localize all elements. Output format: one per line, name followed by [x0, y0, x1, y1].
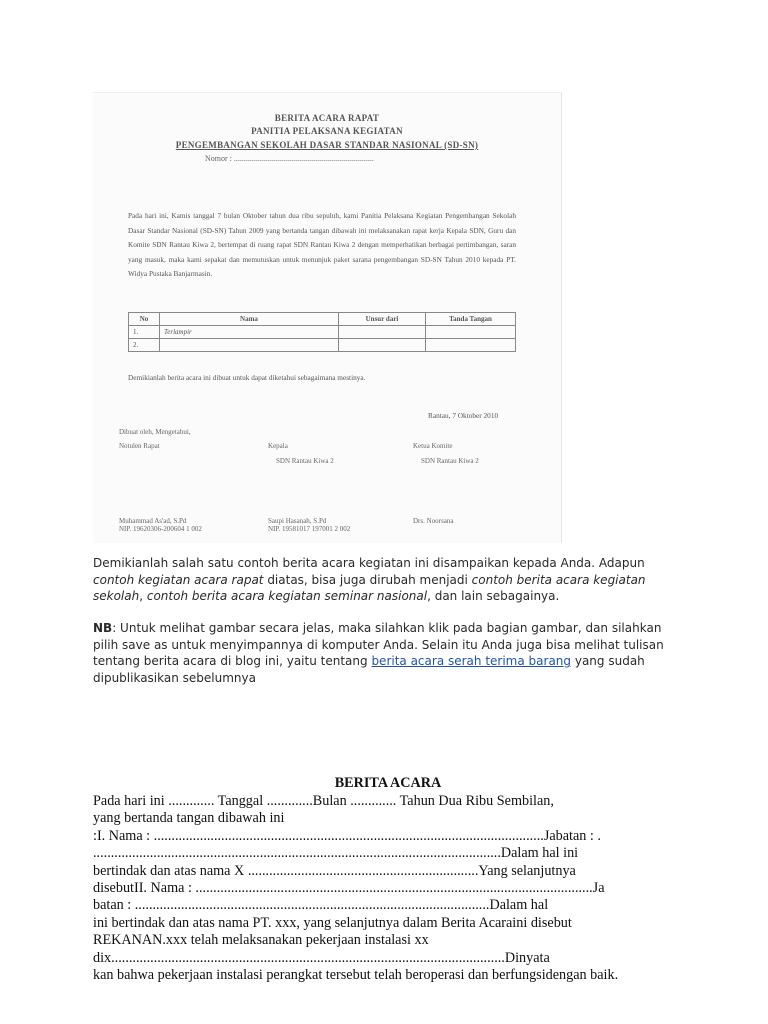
berita-acara-serah-terima-link[interactable]: berita acara serah terima barang [371, 654, 572, 668]
body-line: bertindak dan atas nama X .................................................................Yang selanjutnya [93, 862, 576, 879]
berita-acara-body [93, 793, 683, 984]
table-header: No [129, 313, 160, 326]
scan-notulen: Notulen Rapat [119, 442, 160, 450]
scan-signatory-name: Saupi Hasanah, S.Pd [268, 517, 327, 525]
scan-ketua-school: SDN Rantau Kiwa 2 [421, 457, 479, 465]
table-cell [426, 339, 516, 352]
table-cell [160, 339, 339, 352]
scan-closing: Demikianlah berita acara ini dibuat untuk dapat diketahui sebagaimana mestinya. [128, 373, 366, 382]
body-line: ...................................................................................................................Dalam hal ini [93, 845, 579, 862]
scan-attendance-table [128, 312, 516, 352]
scan-signatory-nip: NIP. 19620306-200604 1 002 [119, 525, 202, 533]
scan-subtitle: PANITIA PELAKSANA KEGIATAN [251, 126, 403, 136]
body-line: kan bahwa pekerjaan instalasi perangkat tersebut telah beroperasi dan berfungsidengan baik. [93, 967, 619, 984]
table-row [129, 339, 516, 352]
text: Demikianlah salah satu contoh berita acara kegiatan ini disampaikan kepada Anda. Adapun [93, 556, 645, 570]
body-line: batan : ....................................................................................................Dalam hal [93, 897, 549, 914]
table-row [129, 326, 516, 339]
text: , [139, 589, 147, 603]
table-cell: 2. [129, 339, 160, 352]
article-paragraph [93, 555, 683, 605]
body-line: REKANAN.xxx telah melaksanakan pekerjaan instalasi xx [93, 932, 429, 949]
scan-place-date: Rantau, 7 Oktober 2010 [428, 411, 499, 420]
scan-signatory-nip: NIP. 19581017 197001 2 002 [268, 525, 351, 533]
nb-label: NB [93, 621, 113, 635]
scan-nomor: Nomor : ...................................................................... [205, 154, 374, 163]
scan-title: BERITA ACARA RAPAT [274, 113, 380, 123]
body-line: :I. Nama : ..............................................................................................................Jabatan : . [93, 827, 601, 844]
body-line: disebutII. Nama : ................................................................................................................Ja [93, 880, 605, 897]
scan-ketua: Ketua Komite [413, 442, 453, 450]
italic-text: contoh berita acara kegiatan sekolah [93, 572, 646, 603]
scan-subtitle-2: PENGEMBANGAN SEKOLAH DASAR STANDAR NASIONAL (SD-SN) [175, 140, 479, 150]
table-header: Tanda Tangan [426, 313, 516, 326]
scan-made-by: Dibuat oleh, Mengetahui, [119, 428, 191, 436]
table-cell [426, 326, 516, 339]
body-line: dix...............................................................................................................Dinyata [93, 949, 550, 966]
text: diatas, bisa juga dirubah menjadi [263, 572, 472, 587]
italic-text: contoh berita acara kegiatan seminar nasional [146, 589, 428, 603]
body-line: yang bertanda tangan dibawah ini [93, 810, 285, 827]
scan-kepala: Kepala [268, 442, 288, 450]
text: yang sudah dipublikasikan sebelumnya [93, 654, 645, 685]
table-header: Unsur dari [339, 313, 426, 326]
italic-text: contoh kegiatan acara rapat [93, 572, 264, 587]
scan-paragraph: Pada hari ini, Kamis tanggal 7 bulan Oktober tahun dua ribu sepuluh, kami Panitia Pelaksana Kegiatan Pengembangan Sekolah Dasar Standar Nasional (SD-SN) Tahun 2009 yang bertanda tangan dibawah ini melaksanakan rapat kerja Kepala SDN, Guru dan Komite SDN Rantau Kiwa 2, bertempat di ruang rapat SDN Rantau Kiwa 2 dengan memperhatikan berbagai pertimbangan, saran yang masuk, maka kami sepakat dan memutuskan untuk menunjuk paket sarana pengembangan SD-SN Tahun 2010 kepada PT. Widya Pustaka Banjarmasin. [128, 211, 516, 279]
scanned-document-image[interactable] [93, 92, 562, 543]
table-cell [339, 339, 426, 352]
scan-kepala-school: SDN Rantau Kiwa 2 [276, 457, 334, 465]
body-line: Pada hari ini ............. Tanggal .............Bulan ............. Tahun Dua Ribu Sembilan, [93, 793, 554, 809]
table-header: Nama [160, 313, 339, 326]
table-cell: Terlampir [160, 326, 339, 339]
table-cell: 1. [129, 326, 160, 339]
table-cell [339, 326, 426, 339]
scan-signatory-name: Drs. Noorsana [413, 517, 454, 525]
text: : Untuk melihat gambar secara jelas, maka silahkan klik pada bagian gambar, dan silahkan pilih save as untuk menyimpannya di komputer Anda. Selain itu Anda juga bisa melihat tulisan tentang berita acara di blog ini, yaitu tentang [93, 621, 664, 668]
table-header-row [129, 313, 516, 326]
body-line: ini bertindak dan atas nama PT. xxx, yang selanjutnya dalam Berita Acaraini disebut [93, 914, 572, 931]
article-note [93, 620, 683, 686]
berita-acara-title: BERITA ACARA [334, 775, 442, 791]
scan-signatory-name: Muhammad As'ad, S.Pd [119, 517, 187, 525]
text: , dan lain sebagainya. [427, 589, 560, 603]
